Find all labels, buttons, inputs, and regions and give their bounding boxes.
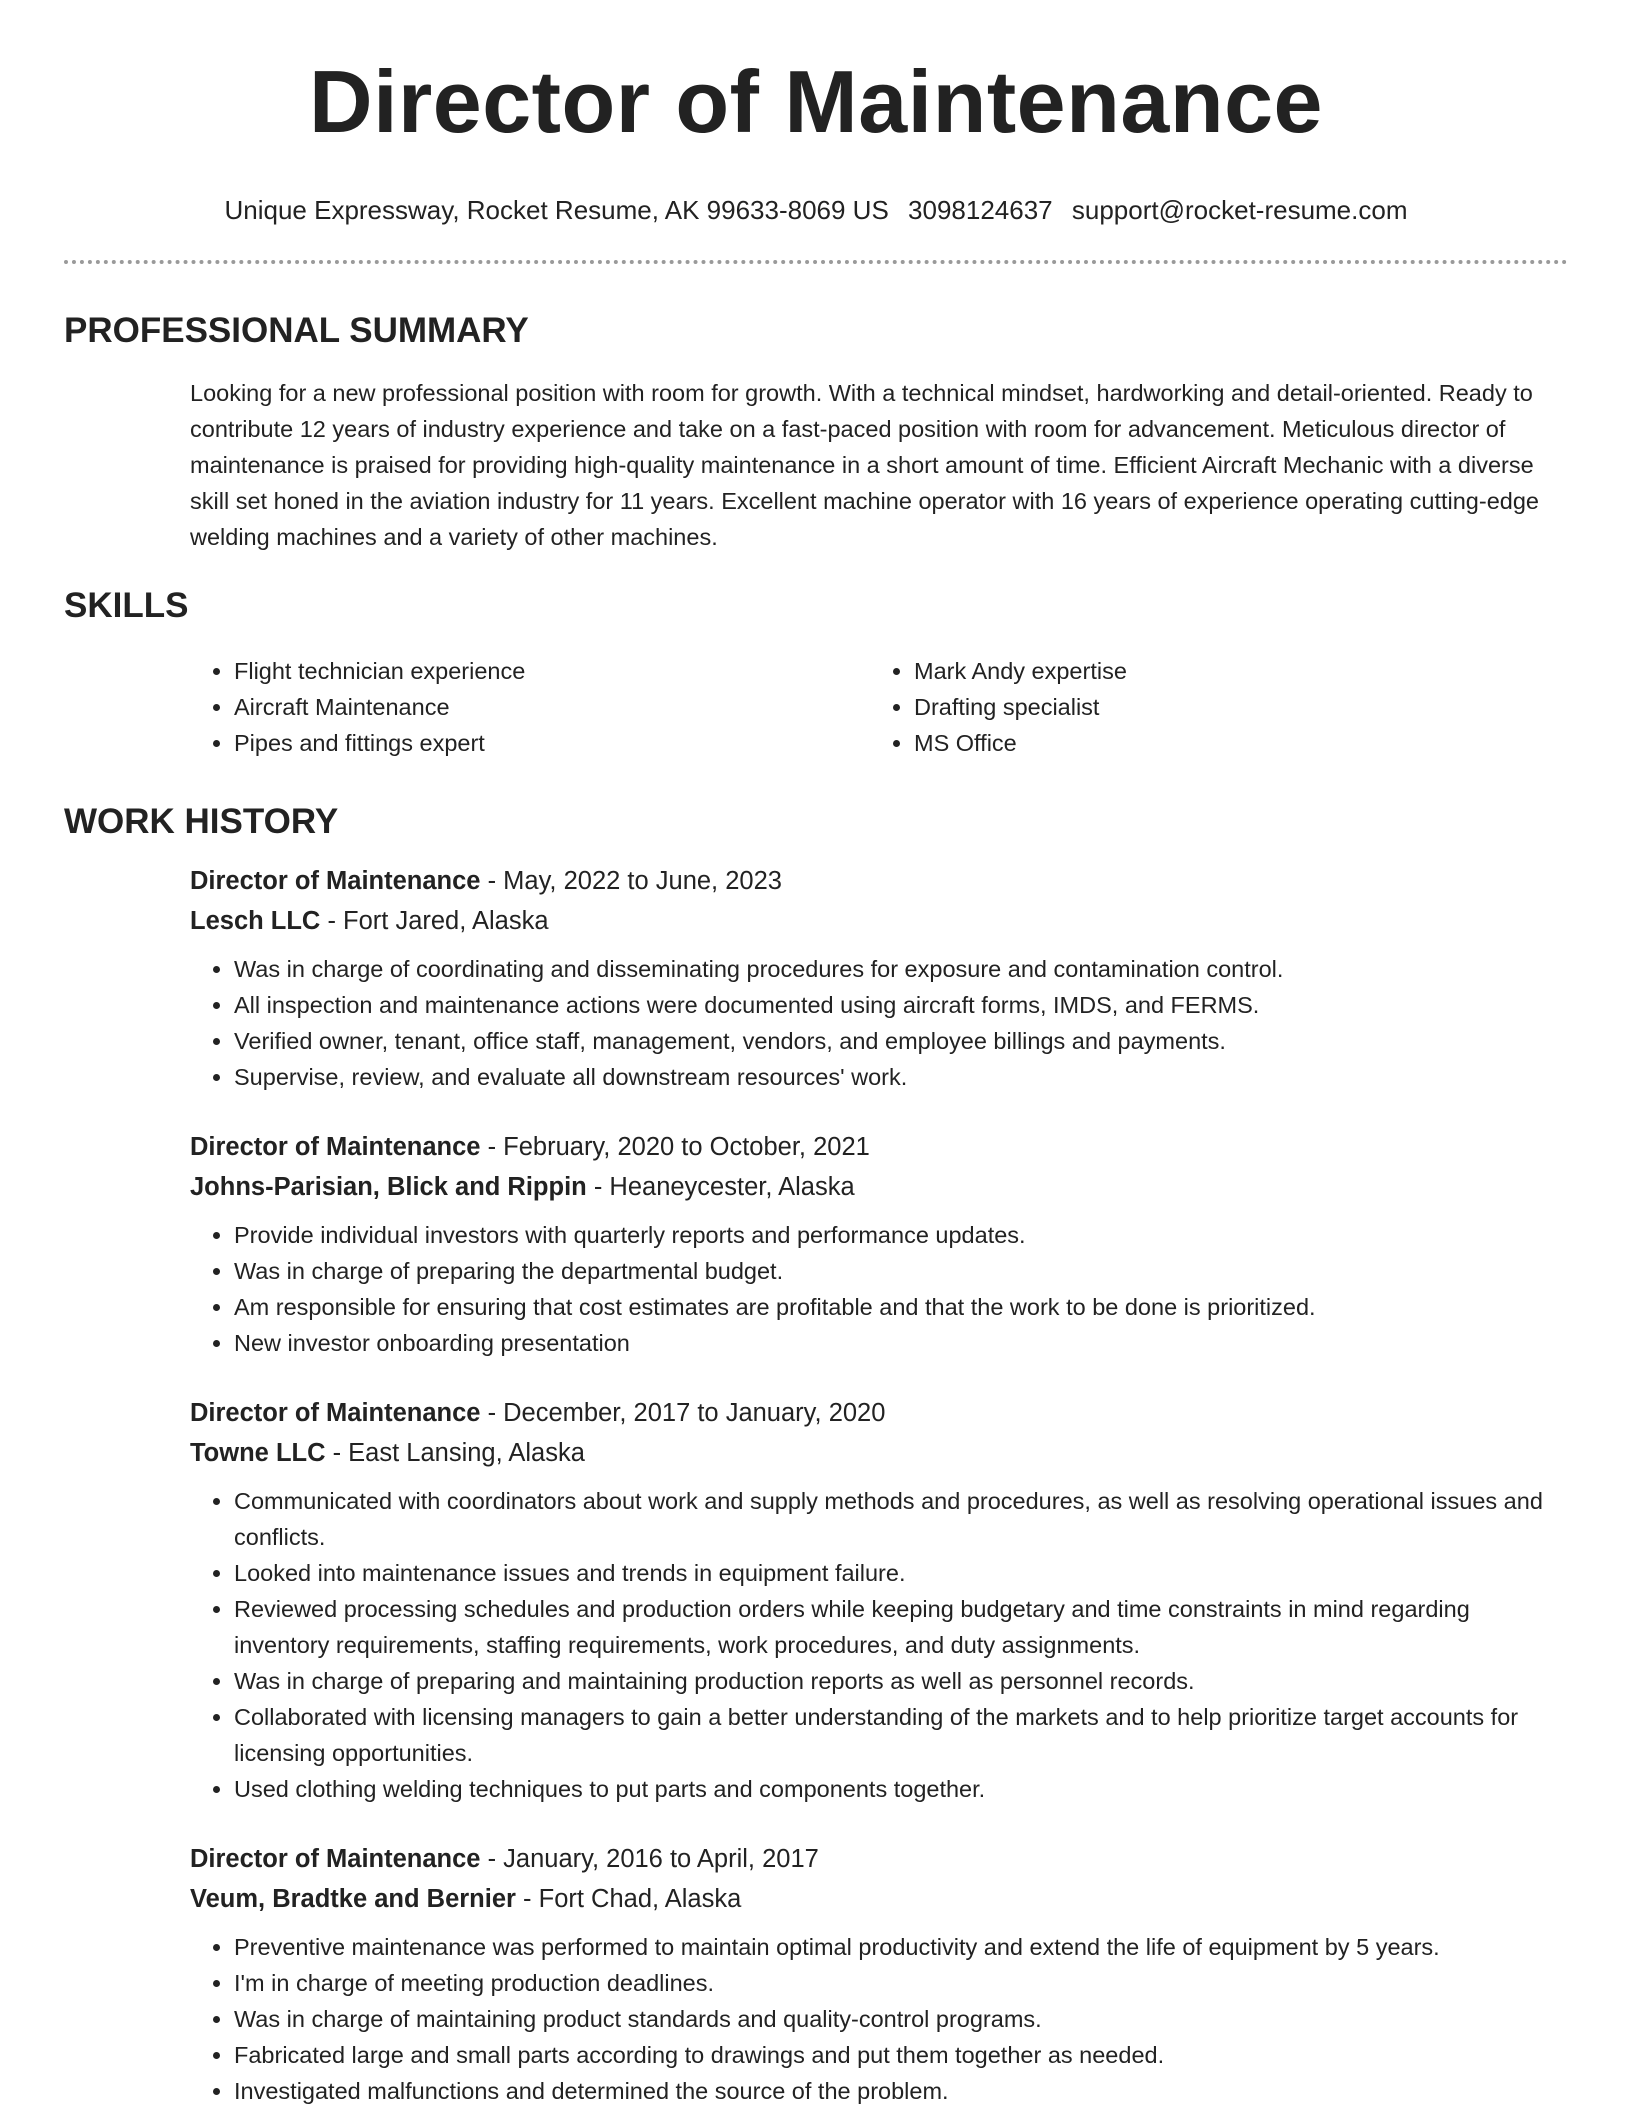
job-dates: - December, 2017 to January, 2020 (480, 1399, 886, 1427)
job-company: Lesch LLC (190, 907, 321, 935)
job-company: Towne LLC (190, 1439, 326, 1467)
job-company-line (190, 901, 1568, 941)
job-bullet: • New investor onboarding presentation (234, 1325, 1568, 1361)
job-bullets (190, 1929, 1568, 2109)
job-bullet: • Communicated with coordinators about work and supply methods and procedures, as well as resolving operational issues and conflicts. (234, 1483, 1568, 1555)
job-bullet: • I'm in charge of meeting production deadlines. (234, 1965, 1568, 2001)
contact-address: Unique Expressway, Rocket Resume, AK 99633-8069 US (224, 195, 889, 225)
skill-item: • Aircraft Maintenance (234, 689, 870, 725)
job-bullets (190, 1483, 1568, 1807)
work-history-section (64, 801, 1568, 2109)
job-title-line (190, 1839, 1568, 1879)
work-history-heading: WORK HISTORY (64, 802, 339, 841)
job-location: - Fort Chad, Alaska (515, 1885, 742, 1913)
skill-item: • Pipes and fittings expert (234, 725, 870, 761)
skill-item: • Mark Andy expertise (914, 653, 1568, 689)
job-bullet: • Used clothing welding techniques to put parts and components together. (234, 1771, 1568, 1807)
summary-text: Looking for a new professional position with room for growth. With a technical mindset, hardworking and detail-oriented. Ready to contribute 12 years of industry experience and take on a fast-paced position with room for advancement. Meticulous director of maintenance is praised for providing high-quality maintenance in a short amount of time. Efficient Aircraft Mechanic with a diverse skill set honed in the aviation industry for 11 years. Excellent machine operator with 16 years of experience operating cutting-edge welding machines and a variety of other machines. (190, 380, 1539, 550)
job-bullet: • Was in charge of preparing and maintaining production reports as well as personnel records. (234, 1663, 1568, 1699)
job-location: - Heaneycester, Alaska (586, 1173, 855, 1201)
job-bullet: • Supervise, review, and evaluate all downstream resources' work. (234, 1059, 1568, 1095)
job-bullet: • All inspection and maintenance actions were documented using aircraft forms, IMDS, and FERMS. (234, 987, 1568, 1023)
summary-heading: PROFESSIONAL SUMMARY (64, 311, 529, 350)
job-bullet: • Looked into maintenance issues and trends in equipment failure. (234, 1555, 1568, 1591)
job-bullets (190, 951, 1568, 1095)
job-company: Johns-Parisian, Blick and Rippin (190, 1173, 587, 1201)
job-bullet: • Verified owner, tenant, office staff, management, vendors, and employee billings and payments. (234, 1023, 1568, 1059)
skills-heading: SKILLS (64, 586, 189, 625)
job-company: Veum, Bradtke and Bernier (190, 1885, 516, 1913)
job-bullet: • Am responsible for ensuring that cost estimates are profitable and that the work to be done is prioritized. (234, 1289, 1568, 1325)
job-bullet: • Collaborated with licensing managers to gain a better understanding of the markets and to help prioritize target accounts for licensing opportunities. (234, 1699, 1568, 1771)
job-bullet: • Fabricated large and small parts according to drawings and put them together as needed. (234, 2037, 1568, 2073)
job-dates: - May, 2022 to June, 2023 (480, 867, 782, 895)
job-entry (190, 1127, 1568, 1361)
summary-section (64, 310, 1568, 555)
job-role: Director of Maintenance (190, 1133, 481, 1161)
job-dates: - January, 2016 to April, 2017 (480, 1845, 819, 1873)
job-title-line (190, 861, 1568, 901)
job-bullets (190, 1217, 1568, 1361)
resume-name: Director of Maintenance (309, 52, 1323, 151)
job-bullet: • Preventive maintenance was performed to maintain optimal productivity and extend the life of equipment by 5 years. (234, 1929, 1568, 1965)
skills-list-right (870, 653, 1568, 761)
skill-item: • Flight technician experience (234, 653, 870, 689)
job-bullet: • Provide individual investors with quarterly reports and performance updates. (234, 1217, 1568, 1253)
job-bullet: • Investigated malfunctions and determined the source of the problem. (234, 2073, 1568, 2109)
skills-list-left (190, 653, 870, 761)
job-dates: - February, 2020 to October, 2021 (480, 1133, 870, 1161)
job-bullet: • Was in charge of preparing the departmental budget. (234, 1253, 1568, 1289)
job-company-line (190, 1167, 1568, 1207)
contact-phone: 3098124637 (908, 195, 1053, 225)
job-entry (190, 861, 1568, 1095)
job-location: - Fort Jared, Alaska (320, 907, 549, 935)
skill-item: • MS Office (914, 725, 1568, 761)
job-role: Director of Maintenance (190, 867, 481, 895)
job-bullet: • Was in charge of coordinating and disseminating procedures for exposure and contamination control. (234, 951, 1568, 987)
skills-columns (190, 653, 1568, 761)
job-bullet: • Was in charge of maintaining product standards and quality-control programs. (234, 2001, 1568, 2037)
job-entry (190, 1839, 1568, 2109)
job-title-line (190, 1393, 1568, 1433)
skills-section (64, 585, 1568, 761)
job-role: Director of Maintenance (190, 1399, 481, 1427)
job-company-line (190, 1879, 1568, 1919)
job-role: Director of Maintenance (190, 1845, 481, 1873)
contact-email: support@rocket-resume.com (1071, 195, 1408, 225)
header-divider (64, 260, 1568, 264)
job-bullet: • Reviewed processing schedules and production orders while keeping budgetary and time constraints in mind regarding inventory requirements, staffing requirements, work procedures, and duty assignments. (234, 1591, 1568, 1663)
job-title-line (190, 1127, 1568, 1167)
skill-item: • Drafting specialist (914, 689, 1568, 725)
job-location: - East Lansing, Alaska (325, 1439, 585, 1467)
job-company-line (190, 1433, 1568, 1473)
job-entry (190, 1393, 1568, 1807)
contact-line (64, 194, 1568, 226)
